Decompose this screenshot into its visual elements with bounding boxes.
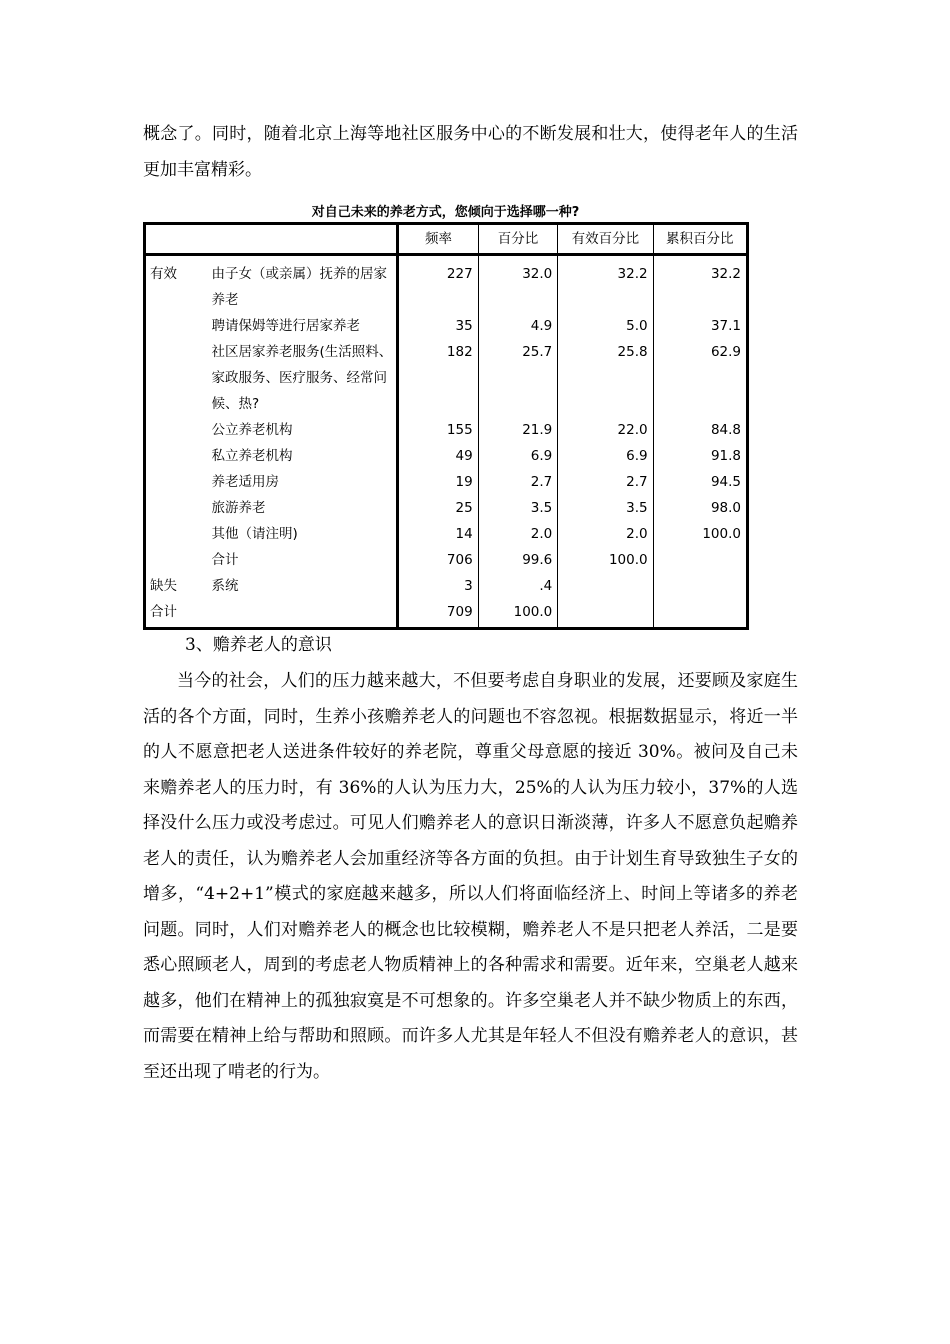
section-body-paragraph: 当今的社会，人们的压力越来越大，不但要考虑自身职业的发展，还要顾及家庭生活的各个方面，同时，生养小孩赡养老人的问题也不容忽视。根据数据显示，将近一半的人不愿意把老人送进条件较好的养老院，尊重父母意愿的接近 30%。被问及自己未来赡养老人的压力时，有 36%的人认为压力大，25%的人认为压力较小，37%的人选择没什么压力或没考虑过。可见人们赡养老人的意识日渐淡薄，许多人不愿意负起赡养老人的责任，认为赡养老人会加重经济等各方面的负担。由于计划生育导致独生子女的增多，“4+2+1”模式的家庭越来越多，所以人们将面临经济上、时间上等诸多的养老问题。同时，人们对赡养老人的概念也比较模糊，赡养老人不是只把老人养活，二是要悉心照顾老人，周到的考虑老人物质精神上的各种需求和需要。近年来，空巢老人越来越多，他们在精神上的孤独寂寞是不可想象的。许多空巢老人并不缺少物质上的东西，而需要在精神上给与帮助和照顾。而许多人尤其是年轻人不但没有赡养老人的意识，甚至还出现了啃老的行为。 — [143, 671, 798, 1082]
cell-pct: .4 — [478, 573, 558, 599]
row-category-label: 聘请保姆等进行居家养老 — [202, 313, 398, 339]
cell-cum: 32.2 — [710, 266, 741, 282]
cell-valid: 2.7 — [558, 469, 653, 495]
row-category-label: 私立养老机构 — [202, 443, 398, 469]
cell-cum: 62.9 — [710, 344, 741, 360]
row-category-label: 系统 — [202, 573, 398, 599]
table-row — [145, 339, 748, 417]
column-header: 频率 — [398, 224, 478, 255]
row-category-label: 养老适用房 — [202, 469, 398, 495]
cell-valid: 25.8 — [558, 339, 653, 417]
cell-pct: 4.9 — [478, 313, 558, 339]
header-blank-cell — [145, 224, 398, 255]
cell-pct: 3.5 — [478, 495, 558, 521]
row-category-label: 其他（请注明) — [202, 521, 398, 547]
row-group-label — [145, 521, 202, 547]
cell-valid: 3.5 — [558, 495, 653, 521]
row-category-label: 合计 — [202, 547, 398, 573]
table-row — [145, 443, 748, 469]
row-category-label: 由子女（或亲属）抚养的居家养老 — [202, 255, 398, 314]
cell-pct: 2.7 — [478, 469, 558, 495]
cell-valid — [558, 599, 653, 629]
table-row — [145, 417, 748, 443]
row-group-label — [145, 339, 202, 417]
cell-freq: 35 — [398, 313, 478, 339]
cell-valid: 100.0 — [558, 547, 653, 573]
cell-freq: 19 — [398, 469, 478, 495]
cell-pct: 99.6 — [478, 547, 558, 573]
cell-valid: 5.0 — [558, 313, 653, 339]
row-category-label — [202, 599, 398, 629]
cell-valid: 22.0 — [558, 417, 653, 443]
row-group-label — [145, 417, 202, 443]
row-group-label — [145, 547, 202, 573]
cell-cum: 84.8 — [710, 422, 741, 438]
cell-cum — [653, 547, 747, 573]
row-category-label: 社区居家养老服务(生活照料、家政服务、医疗服务、经常问候、热? — [202, 339, 398, 417]
cell-valid: 6.9 — [558, 443, 653, 469]
table-row — [145, 599, 748, 629]
cell-cum: 98.0 — [710, 500, 741, 516]
cell-freq: 709 — [398, 599, 478, 629]
cell-freq: 706 — [398, 547, 478, 573]
cell-cum — [653, 599, 747, 629]
row-group-label — [145, 469, 202, 495]
cell-freq: 14 — [398, 521, 478, 547]
cell-pct: 6.9 — [478, 443, 558, 469]
row-category-label: 旅游养老 — [202, 495, 398, 521]
table-row — [145, 521, 748, 547]
cell-freq: 227 — [398, 255, 478, 314]
row-group-label: 有效 — [150, 266, 177, 282]
table-row — [145, 573, 748, 599]
table-row — [145, 313, 748, 339]
cell-freq: 182 — [398, 339, 478, 417]
row-group-label: 缺失 — [150, 578, 177, 594]
table-row — [145, 495, 748, 521]
cell-cum: 91.8 — [710, 448, 741, 464]
row-group-label — [145, 313, 202, 339]
cell-cum — [653, 573, 747, 599]
table-header-row — [145, 224, 748, 255]
cell-freq: 3 — [398, 573, 478, 599]
table-caption: 对自己未来的养老方式，您倾向于选择哪一种? — [311, 205, 580, 220]
table-row — [145, 255, 748, 314]
cell-cum: 94.5 — [710, 474, 741, 490]
cell-freq: 155 — [398, 417, 478, 443]
cell-pct: 21.9 — [478, 417, 558, 443]
cell-valid: 32.2 — [558, 255, 653, 314]
cell-pct: 25.7 — [478, 339, 558, 417]
column-header: 累积百分比 — [653, 224, 747, 255]
table-row — [145, 469, 748, 495]
cell-pct: 100.0 — [478, 599, 558, 629]
cell-valid: 2.0 — [558, 521, 653, 547]
cell-freq: 25 — [398, 495, 478, 521]
row-category-label: 公立养老机构 — [202, 417, 398, 443]
table-row — [145, 547, 748, 573]
column-header: 百分比 — [478, 224, 558, 255]
row-group-label — [145, 443, 202, 469]
cell-valid — [558, 573, 653, 599]
row-group-label: 合计 — [150, 604, 177, 620]
frequency-table — [143, 222, 749, 630]
cell-pct: 32.0 — [478, 255, 558, 314]
section-heading: 3、赡养老人的意识 — [185, 635, 332, 655]
column-header: 有效百分比 — [558, 224, 653, 255]
cell-cum: 37.1 — [710, 318, 741, 334]
cell-cum: 100.0 — [702, 526, 741, 542]
intro-paragraph: 概念了。同时，随着北京上海等地社区服务中心的不断发展和壮大，使得老年人的生活更加丰富精彩。 — [143, 124, 798, 180]
cell-pct: 2.0 — [478, 521, 558, 547]
row-group-label — [145, 495, 202, 521]
cell-freq: 49 — [398, 443, 478, 469]
